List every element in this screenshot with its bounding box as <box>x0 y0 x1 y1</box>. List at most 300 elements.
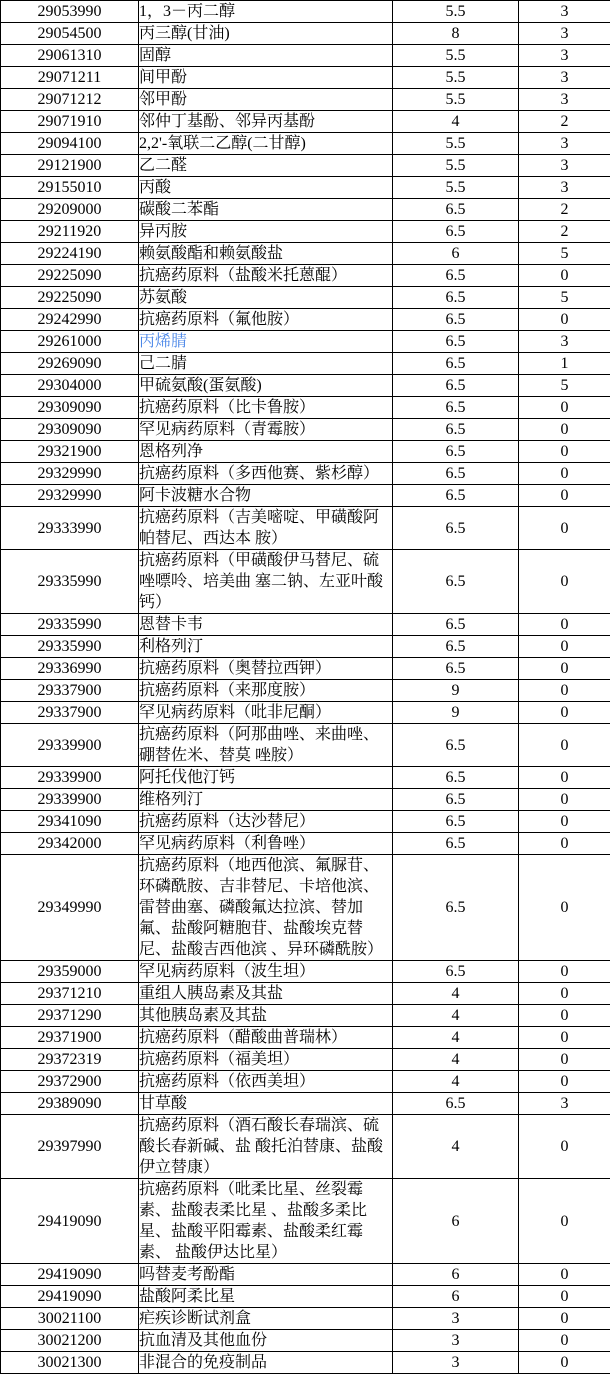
rate1-cell: 6.5 <box>393 507 519 550</box>
product-name: 重组人胰岛素及其盐 <box>139 985 283 1002</box>
product-name-cell <box>139 1352 393 1374</box>
product-name-cell <box>139 550 393 614</box>
rate1-cell: 4 <box>393 983 519 1005</box>
rate1-cell: 4 <box>393 111 519 133</box>
table-row <box>1 724 610 767</box>
table-row <box>1 89 610 111</box>
hs-code-cell: 29339900 <box>1 767 139 789</box>
table-row <box>1 983 610 1005</box>
table-row <box>1 789 610 811</box>
product-name: 抗癌药原料（盐酸米托蒽醌） <box>139 267 347 284</box>
product-name: 罕见病药原料（吡非尼酮） <box>139 704 331 721</box>
product-name-link[interactable]: 丙烯腈 <box>139 333 187 350</box>
product-name: 抗癌药原料（多西他赛、紫杉醇） <box>139 465 379 482</box>
hs-code-cell: 29397990 <box>1 1115 139 1179</box>
product-name: 抗癌药原料（来那度胺） <box>139 682 315 699</box>
table-row <box>1 441 610 463</box>
product-name-cell <box>139 724 393 767</box>
table-row <box>1 811 610 833</box>
product-name: 罕见病药原料（利鲁唑） <box>139 835 315 852</box>
rate1-cell: 6.5 <box>393 1093 519 1115</box>
hs-code-cell: 29339900 <box>1 789 139 811</box>
hs-code-cell: 29419090 <box>1 1286 139 1308</box>
table-row <box>1 1027 610 1049</box>
product-name: 甲硫氨酸(蛋氨酸) <box>139 377 262 394</box>
rate1-cell: 6.5 <box>393 855 519 961</box>
table-row <box>1 614 610 636</box>
rate1-cell: 6.5 <box>393 353 519 375</box>
product-name: 甘草酸 <box>139 1095 187 1112</box>
rate1-cell: 6.5 <box>393 375 519 397</box>
rate2-cell: 2 <box>519 111 610 133</box>
hs-code-cell: 29342000 <box>1 833 139 855</box>
product-name-cell <box>139 702 393 724</box>
table-row <box>1 309 610 331</box>
rate2-cell: 2 <box>519 221 610 243</box>
hs-code-cell: 29211920 <box>1 221 139 243</box>
product-name: 苏氨酸 <box>139 289 187 306</box>
rate1-cell: 5.5 <box>393 177 519 199</box>
hs-code-cell: 29242990 <box>1 309 139 331</box>
product-name: 1，3－丙二醇 <box>139 3 235 20</box>
product-name-cell <box>139 397 393 419</box>
product-name-cell <box>139 89 393 111</box>
rate1-cell: 5.5 <box>393 45 519 67</box>
table-row <box>1 1 610 23</box>
rate2-cell: 0 <box>519 463 610 485</box>
hs-code-cell: 29224190 <box>1 243 139 265</box>
rate1-cell: 6.5 <box>393 614 519 636</box>
rate2-cell: 3 <box>519 177 610 199</box>
table-row <box>1 636 610 658</box>
product-name: 抗癌药原料（奥替拉西钾） <box>139 660 331 677</box>
product-name-cell <box>139 265 393 287</box>
hs-code-cell: 29225090 <box>1 287 139 309</box>
rate1-cell: 4 <box>393 1115 519 1179</box>
product-name: 抗癌药原料（吉美嘧啶、甲磺酸阿帕替尼、西达本 胺） <box>139 509 379 547</box>
product-name-cell <box>139 353 393 375</box>
rate1-cell: 4 <box>393 1005 519 1027</box>
product-name: 固醇 <box>139 47 171 64</box>
product-name-cell <box>139 1027 393 1049</box>
product-name-cell <box>139 463 393 485</box>
product-name-cell <box>139 1005 393 1027</box>
product-name: 抗癌药原料（比卡鲁胺） <box>139 399 315 416</box>
rate1-cell: 6.5 <box>393 287 519 309</box>
product-name-cell <box>139 1115 393 1179</box>
rate2-cell: 0 <box>519 833 610 855</box>
table-row <box>1 67 610 89</box>
product-name-cell <box>139 221 393 243</box>
hs-code-cell: 29071212 <box>1 89 139 111</box>
rate2-cell: 0 <box>519 265 610 287</box>
table-row <box>1 702 610 724</box>
product-name: 抗癌药原料（吡柔比星、丝裂霉素、盐酸表柔比星 、盐酸多柔比星、盐酸平阳霉素、盐酸柔红霉素、 盐酸伊达比星） <box>139 1181 367 1261</box>
rate1-cell: 8 <box>393 23 519 45</box>
product-name: 抗癌药原料（醋酸曲普瑞林） <box>139 1029 347 1046</box>
product-name: 抗癌药原料（依西美坦） <box>139 1073 315 1090</box>
hs-code-cell: 29333990 <box>1 507 139 550</box>
product-name-cell <box>139 485 393 507</box>
product-name: 2,2'-氧联二乙醇(二甘醇) <box>139 135 306 152</box>
hs-code-cell: 29337900 <box>1 680 139 702</box>
table-row <box>1 353 610 375</box>
product-name: 维格列汀 <box>139 791 203 808</box>
table-row <box>1 419 610 441</box>
rate1-cell: 6.5 <box>393 550 519 614</box>
rate1-cell: 6 <box>393 1179 519 1264</box>
table-row <box>1 45 610 67</box>
hs-code-cell: 29389090 <box>1 1093 139 1115</box>
product-name-cell <box>139 855 393 961</box>
rate1-cell: 6.5 <box>393 485 519 507</box>
product-name: 阿卡波糖水合物 <box>139 487 251 504</box>
table-row <box>1 133 610 155</box>
table-row <box>1 1115 610 1179</box>
rate2-cell: 3 <box>519 89 610 111</box>
rate2-cell: 0 <box>519 614 610 636</box>
product-name-cell <box>139 309 393 331</box>
rate2-cell: 0 <box>519 419 610 441</box>
rate2-cell: 5 <box>519 375 610 397</box>
rate1-cell: 5.5 <box>393 89 519 111</box>
product-name: 异丙胺 <box>139 223 187 240</box>
rate2-cell: 3 <box>519 133 610 155</box>
rate2-cell: 0 <box>519 636 610 658</box>
table-row <box>1 1308 610 1330</box>
table-row <box>1 658 610 680</box>
table-row <box>1 1286 610 1308</box>
hs-code-cell: 29359000 <box>1 961 139 983</box>
hs-code-cell: 29372319 <box>1 1049 139 1071</box>
table-row <box>1 1071 610 1093</box>
product-name: 丙三醇(甘油) <box>139 25 230 42</box>
rate1-cell: 6 <box>393 1264 519 1286</box>
rate2-cell: 3 <box>519 67 610 89</box>
product-name: 邻甲酚 <box>139 91 187 108</box>
rate1-cell: 6.5 <box>393 441 519 463</box>
rate2-cell: 0 <box>519 1179 610 1264</box>
table-row <box>1 397 610 419</box>
table-row <box>1 550 610 614</box>
product-name-cell <box>139 111 393 133</box>
table-row <box>1 199 610 221</box>
product-name-cell <box>139 614 393 636</box>
rate2-cell: 0 <box>519 855 610 961</box>
table-row <box>1 331 610 353</box>
product-name-cell <box>139 1071 393 1093</box>
rate2-cell: 0 <box>519 397 610 419</box>
rate2-cell: 0 <box>519 1071 610 1093</box>
product-name: 乙二醛 <box>139 157 187 174</box>
rate2-cell: 0 <box>519 789 610 811</box>
hs-code-cell: 29121900 <box>1 155 139 177</box>
rate1-cell: 6.5 <box>393 309 519 331</box>
rate2-cell: 5 <box>519 243 610 265</box>
rate2-cell: 3 <box>519 1 610 23</box>
table-row <box>1 1093 610 1115</box>
product-name-cell <box>139 23 393 45</box>
table-row <box>1 1330 610 1352</box>
hs-code-cell: 29371210 <box>1 983 139 1005</box>
hs-code-cell: 29371290 <box>1 1005 139 1027</box>
product-name: 抗血清及其他血份 <box>139 1332 267 1349</box>
table-row <box>1 680 610 702</box>
hs-code-cell: 29419090 <box>1 1179 139 1264</box>
rate2-cell: 5 <box>519 287 610 309</box>
product-name: 间甲酚 <box>139 69 187 86</box>
hs-code-cell: 29349990 <box>1 855 139 961</box>
hs-code-cell: 29419090 <box>1 1264 139 1286</box>
table-row <box>1 265 610 287</box>
rate2-cell: 0 <box>519 680 610 702</box>
product-name: 盐酸阿柔比星 <box>139 1288 235 1305</box>
product-name: 利格列汀 <box>139 638 203 655</box>
rate1-cell: 6.5 <box>393 961 519 983</box>
hs-code-cell: 29335990 <box>1 636 139 658</box>
rate1-cell: 4 <box>393 1049 519 1071</box>
hs-code-cell: 29225090 <box>1 265 139 287</box>
rate1-cell: 6.5 <box>393 331 519 353</box>
product-name-cell <box>139 833 393 855</box>
rate2-cell: 0 <box>519 1330 610 1352</box>
product-name-cell <box>139 961 393 983</box>
rate1-cell: 6.5 <box>393 199 519 221</box>
table-row <box>1 961 610 983</box>
product-name-cell <box>139 507 393 550</box>
rate1-cell: 3 <box>393 1308 519 1330</box>
rate1-cell: 6 <box>393 1286 519 1308</box>
product-name: 碳酸二苯酯 <box>139 201 219 218</box>
product-name-cell <box>139 243 393 265</box>
table-row <box>1 177 610 199</box>
product-name-cell <box>139 1093 393 1115</box>
rate2-cell: 0 <box>519 309 610 331</box>
rate2-cell: 0 <box>519 1115 610 1179</box>
product-name: 赖氨酸酯和赖氨酸盐 <box>139 245 283 262</box>
product-name-cell <box>139 1264 393 1286</box>
product-name: 恩替卡韦 <box>139 616 203 633</box>
product-name-cell <box>139 375 393 397</box>
product-name: 抗癌药原料（甲磺酸伊马替尼、硫唑嘌呤、培美曲 塞二钠、左亚叶酸钙） <box>139 552 383 611</box>
product-name: 其他胰岛素及其盐 <box>139 1007 267 1024</box>
rate2-cell: 0 <box>519 702 610 724</box>
table-row <box>1 1352 610 1374</box>
rate1-cell: 6.5 <box>393 811 519 833</box>
product-name-cell <box>139 1286 393 1308</box>
product-name: 抗癌药原料（氟他胺） <box>139 311 299 328</box>
rate2-cell: 0 <box>519 1005 610 1027</box>
hs-code-cell: 29335990 <box>1 614 139 636</box>
hs-code-cell: 29061310 <box>1 45 139 67</box>
product-name-cell <box>139 45 393 67</box>
rate1-cell: 9 <box>393 680 519 702</box>
table-row <box>1 767 610 789</box>
hs-code-cell: 29071211 <box>1 67 139 89</box>
product-name-cell <box>139 199 393 221</box>
hs-code-cell: 29371900 <box>1 1027 139 1049</box>
product-name: 罕见病药原料（青霉胺） <box>139 421 315 438</box>
product-name: 抗癌药原料（地西他滨、氟脲苷、环磷酰胺、吉非替尼、卡培他滨、雷替曲塞、磷酸氟达拉滨、替加氟、盐酸阿糖胞苷、盐酸埃克替尼、盐酸吉西他滨 、异环磷酰胺） <box>139 857 383 958</box>
hs-code-cell: 30021200 <box>1 1330 139 1352</box>
product-name: 疟疾诊断试剂盒 <box>139 1310 251 1327</box>
rate2-cell: 3 <box>519 1093 610 1115</box>
product-name-cell <box>139 287 393 309</box>
table-row <box>1 1005 610 1027</box>
product-name-cell <box>139 636 393 658</box>
hs-code-cell: 29339900 <box>1 724 139 767</box>
product-name-cell <box>139 177 393 199</box>
rate1-cell: 6.5 <box>393 636 519 658</box>
rate1-cell: 5.5 <box>393 155 519 177</box>
rate1-cell: 6.5 <box>393 419 519 441</box>
product-name-cell <box>139 155 393 177</box>
rate2-cell: 0 <box>519 1352 610 1374</box>
product-name-cell <box>139 811 393 833</box>
table-row <box>1 833 610 855</box>
product-name-cell <box>139 67 393 89</box>
hs-code-cell: 29309090 <box>1 397 139 419</box>
product-name: 阿托伐他汀钙 <box>139 769 235 786</box>
rate2-cell: 3 <box>519 45 610 67</box>
product-name-cell <box>139 680 393 702</box>
rate2-cell: 3 <box>519 155 610 177</box>
table-row <box>1 507 610 550</box>
rate1-cell: 9 <box>393 702 519 724</box>
rate2-cell: 2 <box>519 199 610 221</box>
rate2-cell: 0 <box>519 724 610 767</box>
rate1-cell: 6.5 <box>393 658 519 680</box>
rate1-cell: 6.5 <box>393 265 519 287</box>
hs-code-cell: 30021300 <box>1 1352 139 1374</box>
rate2-cell: 3 <box>519 331 610 353</box>
rate1-cell: 6.5 <box>393 463 519 485</box>
product-name: 抗癌药原料（福美坦） <box>139 1051 299 1068</box>
product-name: 抗癌药原料（阿那曲唑、来曲唑、硼替佐米、替莫 唑胺） <box>139 726 379 764</box>
rate2-cell: 0 <box>519 1027 610 1049</box>
hs-code-cell: 29094100 <box>1 133 139 155</box>
product-name-cell <box>139 1179 393 1264</box>
product-name-cell <box>139 419 393 441</box>
product-name-cell <box>139 1049 393 1071</box>
rate1-cell: 3 <box>393 1352 519 1374</box>
hs-code-cell: 29335990 <box>1 550 139 614</box>
rate1-cell: 6.5 <box>393 724 519 767</box>
tariff-table-body <box>1 1 610 1374</box>
product-name: 抗癌药原料（酒石酸长春瑞滨、硫酸长春新碱、盐 酸托泊替康、盐酸伊立替康） <box>139 1117 383 1176</box>
hs-code-cell: 29054500 <box>1 23 139 45</box>
rate2-cell: 0 <box>519 811 610 833</box>
table-row <box>1 855 610 961</box>
product-name-cell <box>139 789 393 811</box>
rate1-cell: 6.5 <box>393 221 519 243</box>
product-name-cell <box>139 133 393 155</box>
hs-code-cell: 29321900 <box>1 441 139 463</box>
hs-code-cell: 29309090 <box>1 419 139 441</box>
product-name-cell <box>139 1330 393 1352</box>
table-row <box>1 155 610 177</box>
product-name: 己二腈 <box>139 355 187 372</box>
rate1-cell: 6.5 <box>393 397 519 419</box>
table-row <box>1 485 610 507</box>
product-name: 邻仲丁基酚、邻异丙基酚 <box>139 113 315 130</box>
product-name-cell <box>139 658 393 680</box>
hs-code-cell: 29337900 <box>1 702 139 724</box>
hs-code-cell: 29155010 <box>1 177 139 199</box>
rate1-cell: 6.5 <box>393 789 519 811</box>
table-row <box>1 221 610 243</box>
hs-code-cell: 29261000 <box>1 331 139 353</box>
rate1-cell: 4 <box>393 1071 519 1093</box>
rate2-cell: 0 <box>519 1264 610 1286</box>
rate1-cell: 6.5 <box>393 833 519 855</box>
hs-code-cell: 29329990 <box>1 485 139 507</box>
product-name-cell <box>139 441 393 463</box>
rate1-cell: 6 <box>393 243 519 265</box>
rate2-cell: 0 <box>519 550 610 614</box>
rate1-cell: 6.5 <box>393 767 519 789</box>
table-row <box>1 243 610 265</box>
product-name: 罕见病药原料（波生坦） <box>139 963 315 980</box>
product-name: 非混合的免疫制品 <box>139 1354 267 1371</box>
table-row <box>1 1179 610 1264</box>
product-name-cell <box>139 331 393 353</box>
product-name-cell <box>139 1308 393 1330</box>
rate2-cell: 0 <box>519 485 610 507</box>
rate2-cell: 0 <box>519 961 610 983</box>
rate2-cell: 0 <box>519 658 610 680</box>
product-name-cell <box>139 1 393 23</box>
hs-code-cell: 29341090 <box>1 811 139 833</box>
rate2-cell: 0 <box>519 983 610 1005</box>
table-row <box>1 1264 610 1286</box>
hs-code-cell: 29071910 <box>1 111 139 133</box>
rate2-cell: 0 <box>519 1049 610 1071</box>
product-name-cell <box>139 767 393 789</box>
product-name-cell <box>139 983 393 1005</box>
rate2-cell: 0 <box>519 507 610 550</box>
hs-code-cell: 29269090 <box>1 353 139 375</box>
rate1-cell: 4 <box>393 1027 519 1049</box>
rate2-cell: 0 <box>519 1308 610 1330</box>
rate2-cell: 1 <box>519 353 610 375</box>
product-name: 丙酸 <box>139 179 171 196</box>
table-row <box>1 111 610 133</box>
product-name: 抗癌药原料（达沙替尼） <box>139 813 315 830</box>
rate2-cell: 3 <box>519 23 610 45</box>
hs-code-cell: 29304000 <box>1 375 139 397</box>
rate1-cell: 5.5 <box>393 133 519 155</box>
table-row <box>1 1049 610 1071</box>
product-name: 吗替麦考酚酯 <box>139 1266 235 1283</box>
hs-code-cell: 29372900 <box>1 1071 139 1093</box>
rate2-cell: 0 <box>519 441 610 463</box>
hs-code-cell: 29336990 <box>1 658 139 680</box>
rate1-cell: 5.5 <box>393 67 519 89</box>
rate2-cell: 0 <box>519 1286 610 1308</box>
table-row <box>1 287 610 309</box>
rate1-cell: 3 <box>393 1330 519 1352</box>
table-row <box>1 23 610 45</box>
rate2-cell: 0 <box>519 767 610 789</box>
table-row <box>1 463 610 485</box>
rate1-cell: 5.5 <box>393 1 519 23</box>
hs-code-cell: 29053990 <box>1 1 139 23</box>
table-row <box>1 375 610 397</box>
hs-code-cell: 29209000 <box>1 199 139 221</box>
hs-code-cell: 30021100 <box>1 1308 139 1330</box>
hs-code-cell: 29329990 <box>1 463 139 485</box>
